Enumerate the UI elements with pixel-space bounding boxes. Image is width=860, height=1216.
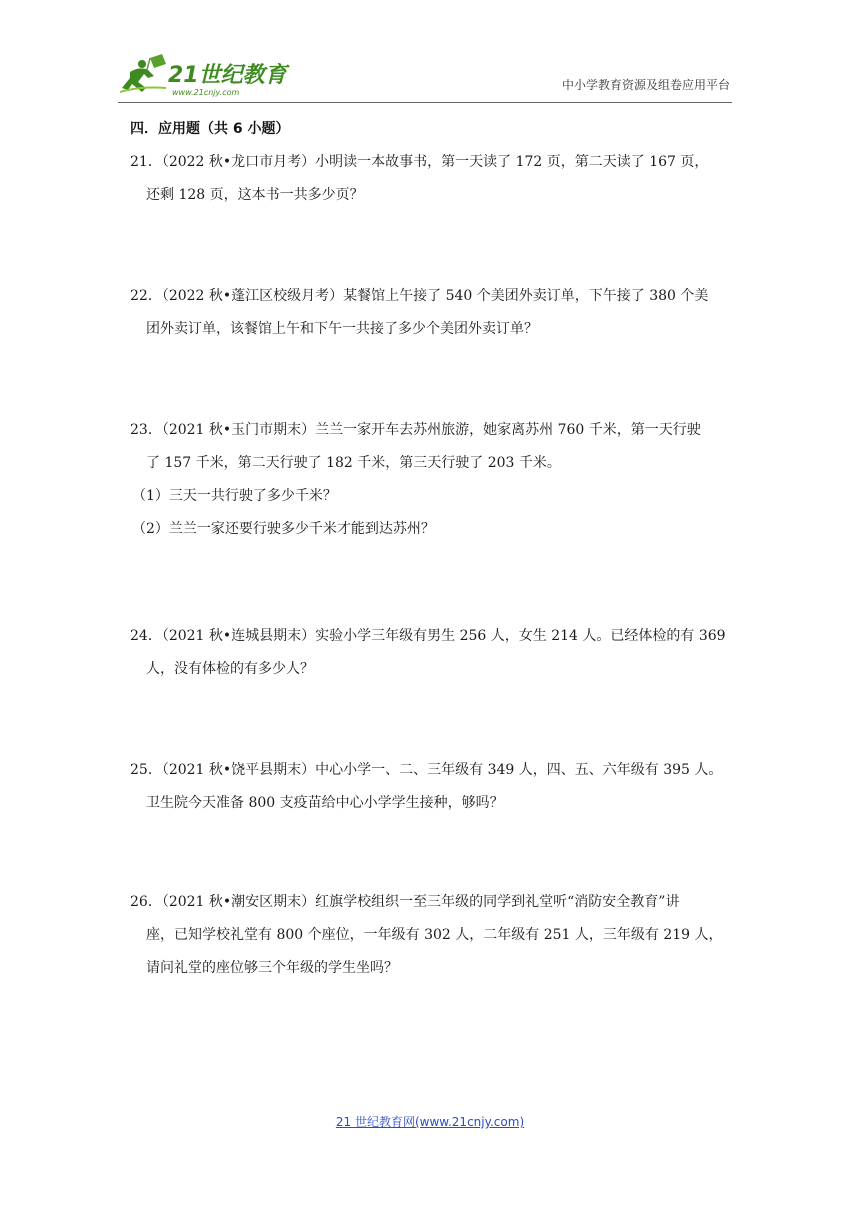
question-line: 23．（2021 秋•玉门市期末）兰兰一家开车去苏州旅游，她家离苏州 760 千米，第一天行驶 — [130, 422, 701, 438]
question-line: 22．（2022 秋•蓬江区校级月考）某餐馆上午接了 540 个美团外卖订单，下午接了 380 个美 — [130, 288, 709, 304]
question-line: 团外卖订单，该餐馆上午和下午一共接了多少个美团外卖订单？ — [146, 321, 538, 337]
logo-url: www.21cnjy.com — [172, 88, 240, 97]
question-21 — [130, 146, 730, 212]
question-23 — [130, 414, 730, 546]
question-24 — [130, 620, 730, 686]
question-25 — [130, 754, 730, 820]
logo-title: 21世纪教育 — [168, 63, 287, 88]
question-line: 了 157 千米，第二天行驶了 182 千米，第三天行驶了 203 千米。 — [146, 455, 561, 471]
question-line: 26．（2021 秋•潮安区期末）红旗学校组织一至三年级的同学到礼堂听“消防安全教育”讲 — [130, 894, 680, 910]
question-26 — [130, 886, 730, 985]
sub-question: （1）三天一共行驶了多少千米？ — [132, 488, 337, 504]
runner-logo-icon — [120, 52, 290, 100]
section-title: 四．应用题（共 6 小题） — [130, 121, 290, 137]
page-header — [118, 48, 732, 103]
question-line: 24．（2021 秋•连城县期末）实验小学三年级有男生 256 人，女生 214 人。已经体检的有 369 — [130, 628, 726, 644]
question-line: 请问礼堂的座位够三个年级的学生坐吗？ — [146, 960, 398, 976]
sub-question: （2）兰兰一家还要行驶多少千米才能到达苏州？ — [132, 521, 435, 537]
footer-link[interactable]: 21 世纪教育网(www.21cnjy.com) — [335, 1115, 525, 1129]
page-footer — [0, 1113, 860, 1130]
question-line: 21．（2022 秋•龙口市月考）小明读一本故事书，第一天读了 172 页，第二天读了 167 页， — [130, 154, 709, 170]
question-line: 卫生院今天准备 800 支疫苗给中心小学学生接种，够吗？ — [146, 795, 504, 811]
question-line: 人，没有体检的有多少人？ — [146, 661, 314, 677]
question-line: 座，已知学校礼堂有 800 个座位，一年级有 302 人，二年级有 251 人，三年级有 219 人， — [146, 927, 723, 943]
question-22 — [130, 280, 730, 346]
question-line: 25．（2021 秋•饶平县期末）中心小学一、二、三年级有 349 人，四、五、六年级有 395 人。 — [130, 762, 723, 778]
platform-label: 中小学教育资源及组卷应用平台 — [561, 78, 730, 92]
logo — [120, 52, 290, 100]
question-line: 还剩 128 页，这本书一共多少页？ — [146, 187, 364, 203]
